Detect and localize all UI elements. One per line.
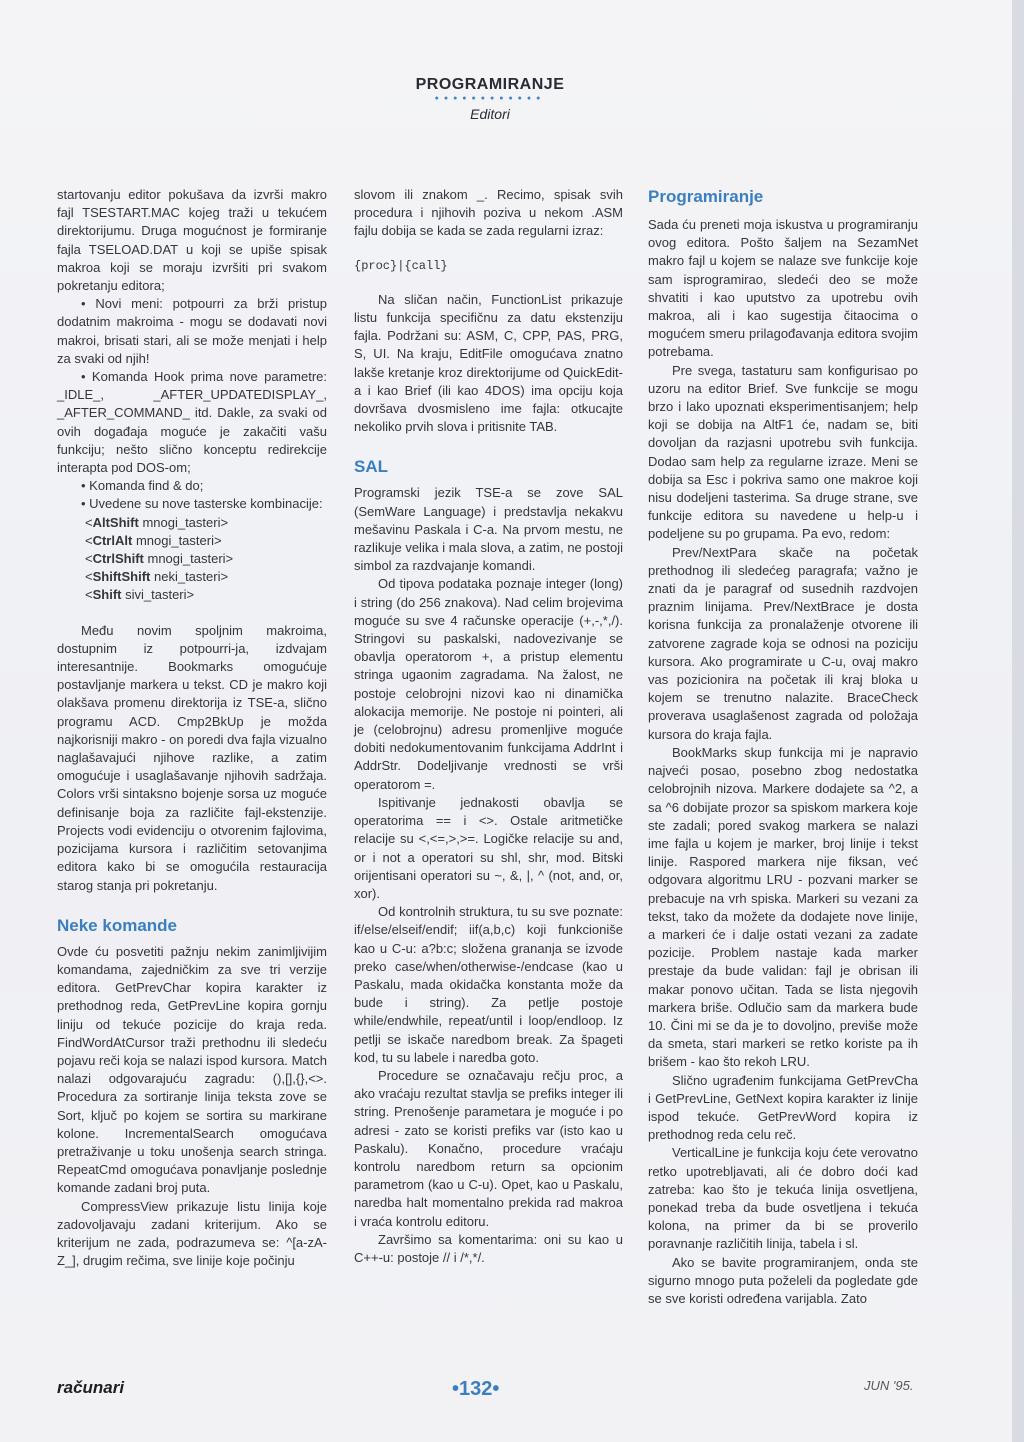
paragraph: CompressView prikazuje listu linija koje zadovoljavaju zadani kriterijum. Ako se kriterijum ne zada, podrazumeva se: ^[a-zA-Z_], drugim rečima, sve linije koje počinju bbox=[57, 1198, 327, 1269]
key-combo: <CtrlAlt mnogi_tasteri> bbox=[85, 532, 222, 548]
heading-neke-komande: Neke komande bbox=[57, 915, 177, 935]
column-2 bbox=[354, 186, 623, 1267]
paragraph: Među novim spoljnim makroima, dostupnim iz potpourri-ja, izdvajam interesantnije. Bookmarks omogućuje postavljanje markera u tekst. CD je makro koji olakšava promenu direktorija iz TSE-a, slično programu ACD. Cmp2BkUp je možda najkorisniji makro - on poredi dva fajla vizualno naglašavajući njihove razlike, a zatim omogućuje i usaglašavanje njihovih sadržaja. Colors vrši sintaksno bojenje sorsa uz moguće definisanje boja za različite fajl-ekstenzije. Projects vodi evidenciju o otvorenim fajlovima, pozicijama kursora i različitim setovanjima editora kako bi se omogućila restauracija starog stanja pri pokretanju. bbox=[57, 622, 327, 893]
code-regex: {proc}|{call} bbox=[354, 258, 448, 273]
paragraph: Programski jezik TSE-a se zove SAL (SemWare Language) i predstavlja nekakvu mešavinu Paskala i C-a. Na prvom mestu, ne razlikuje velika i mala slova, a zatim, ne postoji simbol za razdvajanje komandi. bbox=[354, 485, 623, 574]
paragraph: startovanju editor pokušava da izvrši makro fajl TSESTART.MAC kojeg traži u tekućem direktorijumu. Druga mogućnost je formiranje fajla TSELOAD.DAT u koji se upiše spisak makroa koji se moraju izvršiti pri svakom pokretanju editora; bbox=[57, 187, 327, 294]
bullet-item: • Uvedene su nove tasterske kombinacije: bbox=[81, 496, 323, 512]
paragraph: slovom ili znakom _. Recimo, spisak svih procedura i njihovih poziva u nekom .ASM fajlu dobija se kada se zada regularni izraz: bbox=[354, 187, 623, 239]
magazine-logo: računari bbox=[57, 1378, 125, 1397]
paragraph: Završimo sa komentarima: oni su kao u C++-u: postoje // i /*,*/. bbox=[354, 1231, 623, 1265]
section-title: PROGRAMIRANJE bbox=[415, 76, 565, 93]
column-3 bbox=[648, 186, 918, 1308]
paragraph: VerticalLine je funkcija koju ćete verovatno retko upotrebljavati, ali će dobro doći kad zatreba: kao što je tekuća linija osvetljena, ponekad treba da bude osvetljena i tekuća kolona, na primer da bi se proverilo poravnanje različitih linija, tabela i sl. bbox=[648, 1145, 918, 1252]
paragraph: Slično ugrađenim funkcijama GetPrevCha i GetPrevLine, GetNext kopira karakter iz linije ispod tekuće. GetPrevWord kopira iz prethodnog reda celu reč. bbox=[648, 1072, 918, 1143]
key-combo: <ShiftShift neki_tasteri> bbox=[85, 568, 229, 584]
page-edge bbox=[1012, 0, 1024, 1442]
paragraph: Sada ću preneti moja iskustva u programiranju ovog editora. Pošto šaljem na SezamNet makro fajl u kojem se nalaze sve funkcije koje sam isprogramirao, sledeći deo se može shvatiti i kao uputstvo za upotrebu ovih makroa, ali i kao sugestija čitaocima o mogućem smeru prilagođavanja editora svojim potrebama. bbox=[648, 217, 918, 360]
bullet-item: • Komanda Hook prima nove parametre: _IDLE_, _AFTER_UPDATEDISPLAY_, _AFTER_COMMAND_ itd. Dakle, za svaki od ovih događaja moguće je zakačiti vašu funkciju; nešto slično konceptu redirekcije interapta pod DOS-om; bbox=[57, 369, 327, 476]
bullet-item: • Novi meni: potpourri za brži pristup dodatnim makroima - mogu se dodavati novi makroi, brisati stari, ali se može menjati i help za svaki od njih! bbox=[57, 296, 327, 366]
column-1 bbox=[57, 186, 327, 1270]
paragraph: Ovde ću posvetiti pažnju nekim zanimljivijim komandama, zajedničkim za sve tri verzije editora. GetPrevChar kopira karakter iz prethodnog reda, GetPrevLine kopira gornju liniju od tekuće pozicije do kraja reda. FindWordAtCursor traži prethodnu ili sledeću pojavu reči koja se nalazi ispod kursora. Match nalazi odgovarajuću zagradu: (),[],{},<>. Procedura za sortiranje linija teksta zove se Sort, ključ po kojem se sortira su markirane kolone. IncrementalSearch omogućava pretraživanje u toku unošenja search stringa. RepeatCmd omogućava ponavljanje poslednje komande zadani broj puta. bbox=[57, 943, 327, 1196]
issue-date: JUN '95. bbox=[864, 1378, 914, 1393]
paragraph: Pre svega, tastaturu sam konfigurisao po uzoru na editor Brief. Sve funkcije se mogu brzo i lako upoznati eksperimentisanjem; help koji se dobija na AltF1 će, nadam se, biti dovoljan da razjasni upotrebu svih funkcija. Dodao sam help za regularne izraze. Meni se dobija sa Esc i pokriva samo one makroe koji nisu dodeljeni tasterima. Sa druge strane, sve funkcije editora su navedene u help-u i podeljene su po grupama. Pa evo, redom: bbox=[648, 362, 918, 542]
heading-programiranje: Programiranje bbox=[648, 187, 764, 206]
paragraph: Ispitivanje jednakosti obavlja se operatorima == i <>. Ostale aritmetičke relacije su <,<=,>,>=. Logičke relacije su and, or i not a operatori su shl, shr, mod. Bitski orijentisani operatori su ~, &, |, ^ (not, and, or, xor). bbox=[354, 794, 623, 901]
heading-sal: SAL bbox=[354, 457, 388, 477]
subsection-title: Editori bbox=[470, 106, 510, 122]
paragraph: Ako se bavite programiranjem, onda ste sigurno mnogo puta poželeli da pogledate gde se sve koristi određena varijabla. Zato bbox=[648, 1254, 918, 1306]
paragraph: Na sličan način, FunctionList prikazuje listu funkcija specifičnu za datu ekstenziju fajla. Podržani su: ASM, C, CPP, PAS, PRG, S, UI. Na kraju, EditFile omogućava znatno lakše kretanje kroz direktorijume od QuickEdit-a i kao Brief (ili kao 4DOS) ima opciju koja dovršava dvosmisleno ime fajla: otkucajte nekoliko prvih slova i pritisnite TAB. bbox=[354, 291, 623, 435]
paragraph: Prev/NextPara skače na početak prethodnog ili sledećeg paragrafa; važno je znati da je paragraf od susednih razdvojen praznim linijama. Prev/NextBrace je dosta korisna funkcija za pronalaženje otvorene ili zatvorene zagrade koja se odnosi na poziciju kursora. Ako programirate u C-u, ovaj makro vas pozicionira na početak ili kraj bloka u kojem se trenutno nalazite. BraceCheck proverava usaglašenost zagrada od položaja kursora do kraja fajla. bbox=[648, 544, 918, 742]
key-combo: <AltShift mnogi_tasteri> bbox=[85, 514, 229, 530]
header-dots: ●●●●●●●●●●●● bbox=[434, 95, 546, 102]
paragraph: Procedure se označavaju rečju proc, a ako vraćaju rezultat stavlja se prefiks integer ili string. Prenošenje parametara je moguće i po adresi - zato se koristi prefiks var (isto kao u Paskalu). Konačno, procedure vraćaju kontrolu naredbom return sa opcionim parametrom (kao u C-u). Opet, kao u Paskalu, naredba halt momentalno prekida rad makroa i vraća kontrolu editoru. bbox=[354, 1067, 623, 1229]
bullet-item: • Komanda find & do; bbox=[81, 478, 204, 494]
paragraph: BookMarks skup funkcija mi je napravio najveći posao, posebno zbog nedostatka celobrojnih nizova. Markere dodajete sa ^2, a sa ^6 dobijate prozor sa spiskom markera koje ste zadali; pored svakog markera se nalazi ime fajla u kojem je marker, broj linije i tekst linije. Raspored markera nije fiksan, već odgovara algoritmu LRU - pozvani marker se prebacuje na vrh spiska. Markeri su vezani za tekst, tako da možete da dodajete nove linije, a markeri će i dalje ostati vezani za zadate pozicije. Problem nastaje kada marker prestaje da bude validan: fajl je obrisan ili makar ponovo učitan. Tada se lista njegovih markera briše. Odlučio sam da markera bude 10. Čini mi se da je to dovoljno, previše može da smeta, stari markeri se retko koriste pa ih brišem - kao što rekoh LRU. bbox=[648, 744, 918, 1070]
key-combo: <CtrlShift mnogi_tasteri> bbox=[85, 550, 234, 566]
page-header bbox=[380, 76, 600, 122]
page-number: •132• bbox=[452, 1378, 500, 1400]
paragraph: Od kontrolnih struktura, tu su sve poznate: if/else/elseif/endif; iif(a,b,c) koji funkcioniše kao u C-u: a?b:c; složena grananja se izvode preko case/when/otherwise-/endcase (kao u Paskalu, mada okidačka konstanta može da bude i string). Za petlje postoje while/endwhile, repeat/until i loop/endloop. Iz petlji se iskače naredbom break. Za špageti kod, tu su labele i naredba goto. bbox=[354, 904, 623, 1065]
key-combo: <Shift sivi_tasteri> bbox=[85, 586, 195, 602]
paragraph: Od tipova podataka poznaje integer (long) i string (do 256 znakova). Nad celim brojevima moguće su sve 4 računske operacije (+,-,*,/). Stringovi su paskalski, nadovezivanje se obavlja operatorom +, a pristup elementu stringa ugaonim zagradama. Na žalost, ne postoje celobrojni nizovi kao ni dinamička alokacija memorije. Ne postoje ni pointeri, ali je (celobrojnu) adresu promenljive moguće dobiti nedokumentovanim funkcijama AddrInt i AddrStr. Dodeljivanje vrednosti se vrši operatorom =. bbox=[354, 576, 623, 792]
